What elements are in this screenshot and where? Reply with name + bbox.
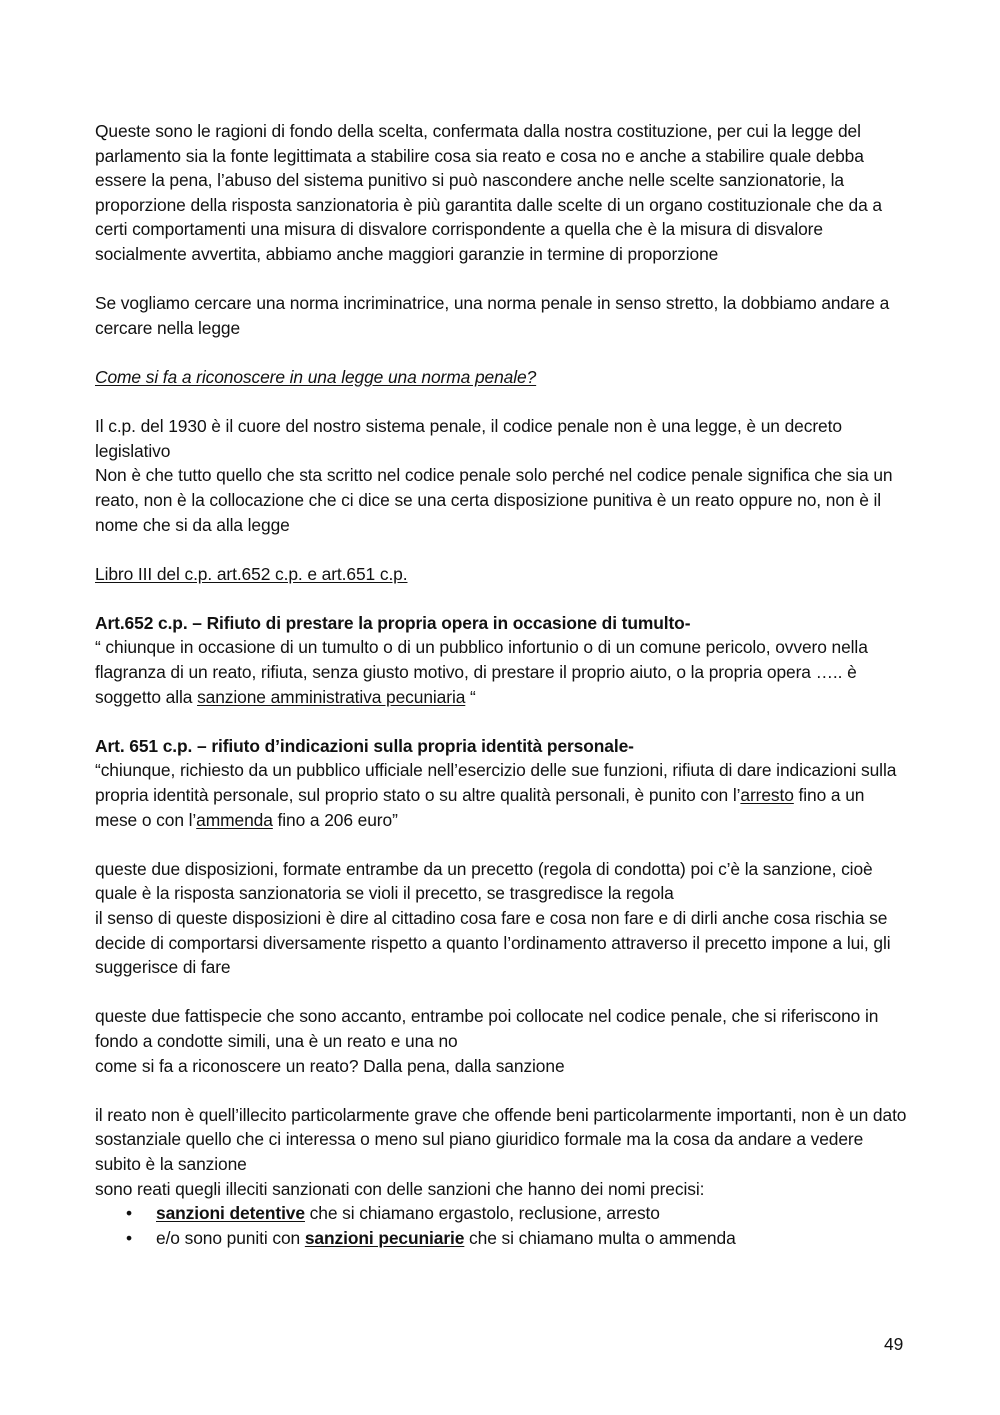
question-heading [95,365,910,390]
article-652-heading: Art.652 c.p. – Rifiuto di prestare la propria opera in occasione di tumulto- [95,612,691,633]
list-item [95,1201,910,1226]
question-text: Come si fa a riconoscere in una legge una norma penale? [95,366,537,387]
article-652-text-start: “ chiunque in occasione di un tumulto o di un pubblico infortunio o di un comune pericolo, ovvero nella flagranza di un reato, rifiuta, senza giusto motivo, di prestare il proprio aiuto, o la propria opera ….. è soggetto alla [95,637,868,707]
article-651-heading: Art. 651 c.p. – rifiuto d’indicazioni sulla propria identità personale- [95,735,634,756]
document-page [95,119,910,1250]
fattispecie-line-1: queste due fattispecie che sono accanto, entrambe poi collocate nel codice penale, che si riferiscono in fondo a condotte simili, una è un reato e una no [95,1006,879,1051]
libro-reference [95,562,910,587]
paragraph-fattispecie [95,1004,910,1078]
article-651-arresto: arresto [740,785,794,806]
libro-reference-text: Libro III del c.p. art.652 c.p. e art.651 c.p. [95,563,408,584]
bullet-icon: • [126,1227,132,1248]
reato-line-2: sono reati quegli illeciti sanzionati con delle sanzioni che hanno dei nomi precisi: [95,1178,705,1199]
precetto-line-2: il senso di queste disposizioni è dire al cittadino cosa fare e cosa non fare e di dirli anche cosa rischia se decide di comportarsi diversamente rispetto a quanto l’ordinamento attraverso il precetto impone a lui, gli suggerisce di fare [95,908,891,978]
list-item-suffix: che si chiamano multa o ammenda [464,1227,736,1248]
sanction-list [95,1201,910,1250]
codice-penale-line-1: Il c.p. del 1930 è il cuore del nostro sistema penale, il codice penale non è una legge, è un decreto legislativo [95,416,842,461]
article-652 [95,611,910,709]
paragraph-reato-sanzione [95,1103,910,1201]
page-number: 49 [884,1334,904,1354]
list-item-prefix: e/o sono puniti con [156,1227,305,1248]
reato-line-1: il reato non è quell’illecito particolarmente grave che offende beni particolarmente importanti, non è un dato sostanziale quello che ci interessa o meno sul piano giuridico formale ma la cosa da andare a vedere subito è la sanzione [95,1104,907,1174]
article-651-text-start: “chiunque, richiesto da un pubblico ufficiale nell’esercizio delle sue funzioni, rifiuta di dare indicazioni sulla propria identità personale, sul proprio stato o su altre qualità personali, è punito con l’ [95,760,897,806]
bullet-icon: • [126,1203,132,1224]
paragraph-scelta-legge: Queste sono le ragioni di fondo della scelta, confermata dalla nostra costituzione, per cui la legge del parlamento sia la fonte legittimata a stabilire cosa sia reato e cosa no e anche a stabilire quale debba essere la pena, l’abuso del sistema punitivo si può nascondere anche nelle scelte sanzionatorie, la proporzione della risposta sanzionatoria è più garantita dalle scelte di un organo costituzionale che da a certi comportamenti una misura di disvalore corrispondente a quella che è la misura di disvalore socialmente avvertita, abbiamo anche maggiori garanzie in termine di proporzione [95,121,882,264]
list-item-suffix: che si chiamano ergastolo, reclusione, arresto [304,1203,660,1224]
codice-penale-line-2: Non è che tutto quello che sta scritto nel codice penale solo perché nel codice penale significa che sia un reato, non è la collocazione che ci dice se una certa disposizione punitiva è un reato oppure no, non è il nome che si da alla legge [95,465,893,535]
paragraph-codice-penale [95,414,910,537]
article-651-text-middle: fino a un mese o con l’ [95,785,865,830]
list-item-emphasis: sanzioni detentive [156,1203,305,1224]
article-652-sanction: sanzione amministrativa pecuniaria [197,686,466,707]
article-651 [95,734,910,832]
fattispecie-line-2: come si fa a riconoscere un reato? Dalla pena, dalla sanzione [95,1055,565,1076]
article-651-text-end: fino a 206 euro” [272,809,398,830]
precetto-line-1: queste due disposizioni, formate entrambe da un precetto (regola di condotta) poi c’è la sanzione, cioè quale è la risposta sanzionatoria se violi il precetto, se trasgredisce la regola [95,858,873,904]
paragraph-norma-incriminatrice: Se vogliamo cercare una norma incriminatrice, una norma penale in senso stretto, la dobbiamo andare a cercare nella legge [95,293,890,338]
article-651-ammenda: ammenda [196,809,273,830]
paragraph-precetto-sanzione [95,857,910,980]
article-652-text-end: “ [465,686,476,707]
list-item-emphasis: sanzioni pecuniarie [304,1227,465,1248]
list-item [95,1226,910,1251]
